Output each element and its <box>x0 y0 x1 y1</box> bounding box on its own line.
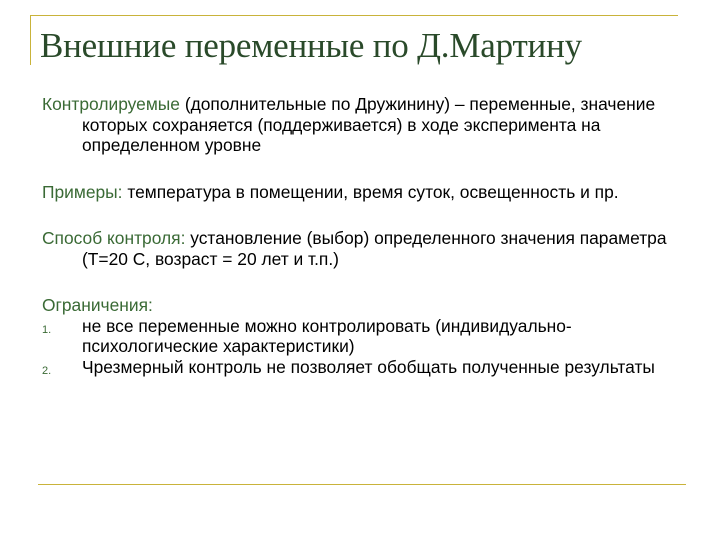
control-method-paragraph <box>42 228 692 269</box>
limitation-text: Чрезмерный контроль не позволяет обобщать полученные результаты <box>82 356 655 377</box>
control-method-text: установление (выбор) определенного значения параметра (Т=20 С, возраст = 20 лет и т.п.) <box>82 228 667 269</box>
control-method-term: Способ контроля: <box>42 228 186 248</box>
frame-vertical-line <box>30 15 31 65</box>
limitation-item <box>42 316 692 357</box>
examples-text: температура в помещении, время суток, освещенность и пр. <box>122 181 619 202</box>
examples-paragraph <box>42 182 692 203</box>
slide-content <box>42 94 692 377</box>
limitations-heading: Ограничения: <box>42 295 153 315</box>
controlled-term: Контролируемые <box>42 94 180 114</box>
examples-term: Примеры: <box>42 181 123 202</box>
limitation-item <box>42 357 692 378</box>
controlled-paragraph <box>42 94 692 156</box>
frame-bottom-line <box>38 484 686 485</box>
slide-title: Внешние переменные по Д.Мартину <box>40 26 582 65</box>
limitation-number: 1. <box>42 323 52 336</box>
limitation-text: не все переменные можно контролировать (индивидуально-психологические характеристики) <box>82 315 572 356</box>
controlled-text: (дополнительные по Дружинину) – переменные, значение которых сохраняется (поддерживается) в ходе эксперимента на определенном уровне <box>82 94 656 155</box>
limitation-number: 2. <box>42 364 52 377</box>
frame-top-line <box>30 15 678 16</box>
